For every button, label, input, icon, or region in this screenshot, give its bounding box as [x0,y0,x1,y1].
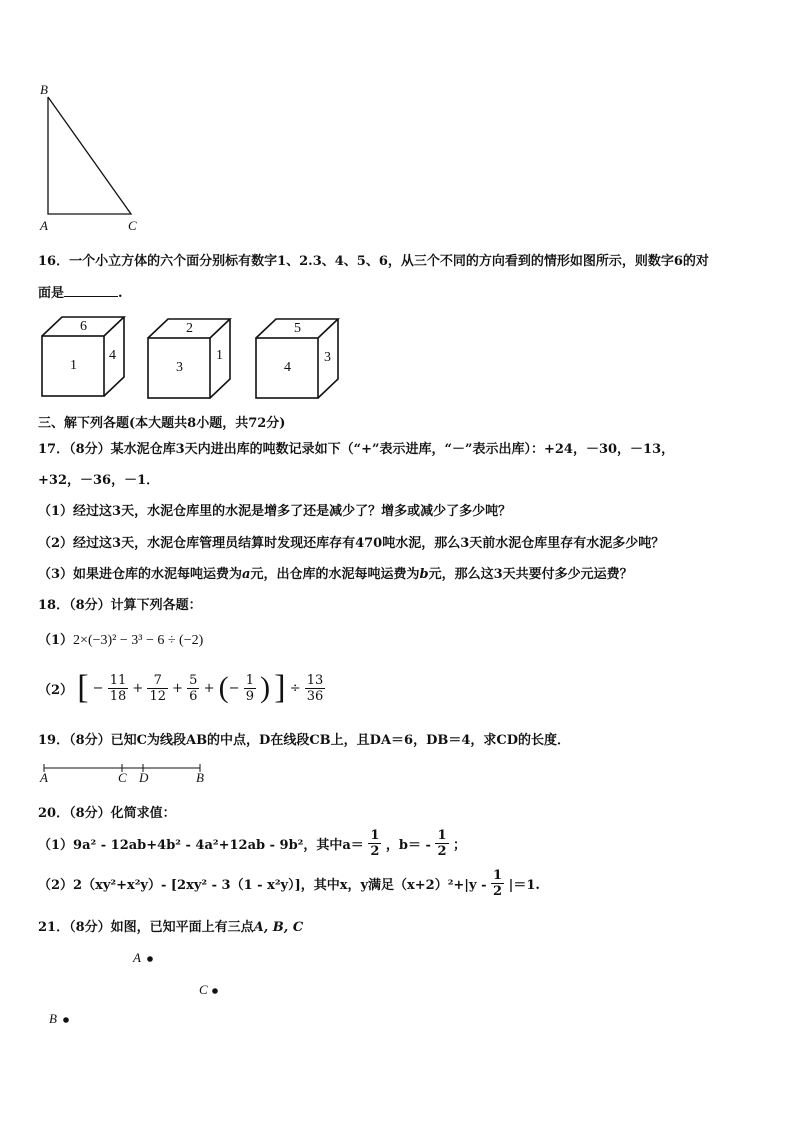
segment-label-b: B [196,770,204,785]
var-a: a [242,567,251,582]
q18-title: 18．（8分）计算下列各题： [38,598,202,613]
cube3-top: 5 [294,321,301,336]
segment-label-d: D [139,770,149,785]
right-bracket: ] [274,669,286,706]
vertex-label-a: A [40,218,48,233]
q17-line1: 17．（8分）某水泥仓库3天内进出库的吨数记录如下（“+”表示进库，“－”表示出库）：+24，－30，－13， [38,442,675,457]
fraction-7-12: $\frac{7}{12}$ [149,672,166,704]
segment-label-c: C [118,770,127,785]
q17-part1: （1）经过这3天，水泥仓库里的水泥是增多了还是减少了？增多或减少了多少吨？ [38,504,512,519]
q18-part1-expr: 2×(−3)² − 3³ − 6 ÷ (−2) [73,633,204,648]
point-label-a: A [133,950,141,965]
q21-points-list: A, B, C [253,920,304,935]
q20-part2-a: （2）2（xy²+x²y）- [2xy² - 3（1 - x²y）]，其中x，y满足（x+2）²+|y - [38,878,487,893]
cube1-front: 1 [70,358,77,373]
point-label-b: B [49,1011,57,1026]
q21-text-a: 21．（8分）如图，已知平面上有三点 [38,920,254,935]
q16-line1: 16．一个小立方体的六个面分别标有数字1、2.3、4、5、6，从三个不同的方向看到的情形如图所示，则数字6的对 [38,254,709,269]
fraction-half-b: $\frac{1}{2}$ [437,828,447,859]
cube2-side: 1 [216,348,223,363]
var-b: b [419,567,429,582]
segment-label-a: A [40,770,48,785]
cube1-top: 6 [80,319,87,334]
q20-part1-b: ，b＝ - [385,838,431,853]
cube2-front: 3 [176,360,183,375]
q18-part2: （2） [ − $\frac{11}{18}$ + $\frac{7}{12}$ + $\frac{5}{6}$ + (− $\frac{1}{9}$ ) ] ÷ $\frac{13}{36}$ [38,669,324,706]
vertex-label-c: C [128,218,137,233]
cube3-side: 3 [324,350,331,365]
q20-part2-b: |＝1. [508,878,540,893]
fraction-half-y: $\frac{1}{2}$ [493,868,503,899]
q17-part2: （2）经过这3天，水泥仓库管理员结算时发现还库存有470吨水泥，那么3天前水泥仓库里存有水泥多少吨？ [38,536,665,551]
q16-prefix: 面是 [38,286,65,301]
point-c [212,988,218,994]
point-a [147,956,153,962]
section-heading: 三、解下列各题(本大题共8小题，共72分) [38,416,286,431]
point-label-c: C [199,982,208,997]
fraction-11-18: $\frac{11}{18}$ [109,672,127,704]
q17-part3-b: 元，出仓库的水泥每吨运费为 [250,567,420,582]
q18-part2-label: （2） [38,682,74,698]
fraction-half-a: $\frac{1}{2}$ [370,828,380,859]
q17-line2: +32，－36，－1． [38,473,160,488]
point-b [63,1017,69,1023]
vertex-label-b: B [40,82,48,97]
q20-part1-c: ； [453,838,467,853]
q17-part3-c: 元，那么这3天共要付多少元运费？ [428,567,633,582]
q19-text: 19．（8分）已知C为线段AB的中点，D在线段CB上，且DA＝6，DB＝4，求CD的长度． [38,733,570,748]
fraction-13-36: $\frac{13}{36}$ [306,672,324,704]
q18-part1-label: （1） [38,633,74,648]
left-bracket: [ [77,669,89,706]
q20-part1-a: （1）9a² - 12ab+4b² - 4a²+12ab - 9b²，其中a＝ [38,838,364,853]
cube2-top: 2 [186,321,193,336]
q16-suffix: . [118,286,123,301]
q17-part3-a: （3）如果进仓库的水泥每吨运费为 [38,567,243,582]
cube1-side: 4 [109,348,116,363]
cube3-front: 4 [284,360,291,375]
q20-title: 20．（8分）化简求值： [38,806,176,821]
fraction-1-9: $\frac{1}{9}$ [245,672,254,704]
fraction-5-6: $\frac{5}{6}$ [189,672,198,704]
